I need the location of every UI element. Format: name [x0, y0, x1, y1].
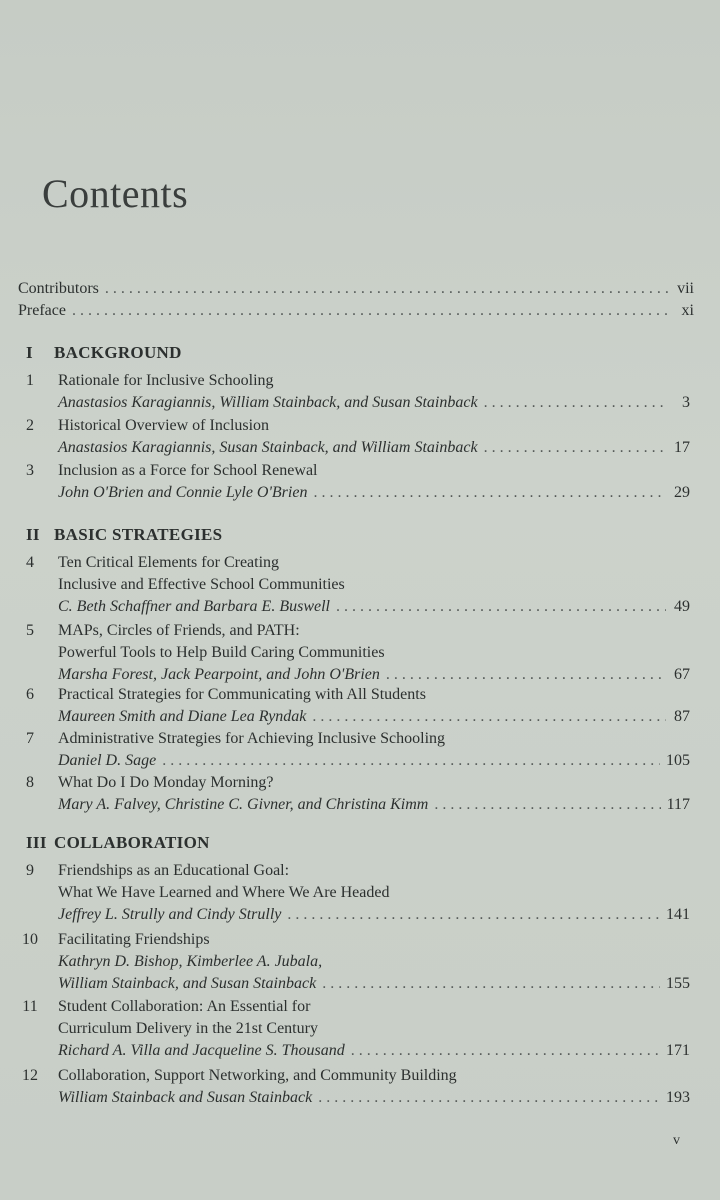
- dot-leader: [318, 1089, 660, 1107]
- chapter-authors-line: [58, 752, 690, 774]
- part-name: BACKGROUND: [54, 343, 182, 362]
- chapter-title-line: Facilitating Friendships: [58, 931, 210, 948]
- chapter-authors: Kathryn D. Bishop, Kimberlee A. Jubala,: [58, 953, 323, 970]
- part-numeral: III: [26, 833, 47, 852]
- chapter-title-line: Administrative Strategies for Achieving Inclusive Schooling: [58, 730, 446, 747]
- chapter-number: 7: [26, 730, 34, 747]
- chapter-number: 3: [26, 462, 34, 479]
- toc-chapter-entry[interactable]: [18, 862, 690, 928]
- part-numeral: II: [26, 525, 40, 544]
- chapter-title-line: Friendships as an Educational Goal:: [58, 862, 290, 879]
- dot-leader: [72, 302, 670, 320]
- page-number: 87: [674, 708, 690, 725]
- toc-chapter-entry[interactable]: [18, 554, 690, 620]
- chapter-authors: Daniel D. Sage: [58, 752, 157, 769]
- part-name: COLLABORATION: [54, 833, 210, 852]
- dot-leader: [313, 484, 666, 502]
- dot-leader: [162, 752, 660, 770]
- dot-leader: [484, 439, 666, 457]
- chapter-title-line: Powerful Tools to Help Build Caring Communities: [58, 644, 385, 661]
- toc-entry-contributors[interactable]: [18, 280, 694, 300]
- chapter-authors-line: [58, 598, 690, 620]
- page-number: 3: [682, 394, 690, 411]
- chapter-title-line: Rationale for Inclusive Schooling: [58, 372, 274, 389]
- dot-leader: [312, 708, 666, 726]
- chapter-authors-line: [58, 439, 690, 461]
- dot-leader: [434, 796, 660, 814]
- chapter-title-line: Collaboration, Support Networking, and Community Building: [58, 1067, 457, 1084]
- chapter-authors-line: [58, 484, 690, 506]
- chapter-number: 10: [22, 931, 38, 948]
- chapter-number: 1: [26, 372, 34, 389]
- chapter-authors-line: [58, 708, 690, 730]
- chapter-authors: C. Beth Schaffner and Barbara E. Buswell: [58, 598, 330, 615]
- page-number: 105: [666, 752, 690, 769]
- dot-leader: [336, 598, 666, 616]
- page-number: 155: [666, 975, 690, 992]
- chapter-title-line: What We Have Learned and Where We Are Headed: [58, 884, 390, 901]
- toc-chapter-entry[interactable]: [18, 622, 690, 688]
- chapter-title-line: Inclusion as a Force for School Renewal: [58, 462, 318, 479]
- chapter-title-line: Historical Overview of Inclusion: [58, 417, 270, 434]
- chapter-title-line: Inclusive and Effective School Communities: [58, 576, 345, 593]
- chapter-authors-line: [58, 394, 690, 416]
- chapter-authors: Mary A. Falvey, Christine C. Givner, and Christina Kimm: [58, 796, 429, 813]
- toc-chapter-entry[interactable]: [18, 1067, 690, 1111]
- chapter-title-line: Student Collaboration: An Essential for: [58, 998, 311, 1015]
- chapter-authors-line: [58, 1089, 690, 1111]
- chapter-number: 6: [26, 686, 34, 703]
- chapter-authors-line: [58, 666, 690, 688]
- toc-entry-preface[interactable]: [18, 302, 694, 322]
- page-folio: v: [673, 1133, 680, 1148]
- dot-leader: [484, 394, 666, 412]
- page-number: 171: [666, 1042, 690, 1059]
- chapter-number: 4: [26, 554, 34, 571]
- chapter-authors: Richard A. Villa and Jacqueline S. Thousand: [58, 1042, 345, 1059]
- chapter-authors: Anastasios Karagiannis, Susan Stainback, and William Stainback: [58, 439, 478, 456]
- page-number: 49: [674, 598, 690, 615]
- chapter-authors-line: [58, 796, 690, 818]
- chapter-authors-line: [58, 953, 690, 975]
- chapter-number: 12: [22, 1067, 38, 1084]
- toc-chapter-entry[interactable]: [18, 730, 690, 774]
- chapter-authors: William Stainback, and Susan Stainback: [58, 975, 317, 992]
- page-number: 141: [666, 906, 690, 923]
- entry-label: Contributors: [18, 280, 99, 297]
- chapter-title-line: Ten Critical Elements for Creating: [58, 554, 280, 571]
- chapter-number: 9: [26, 862, 34, 879]
- chapter-authors: Maureen Smith and Diane Lea Ryndak: [58, 708, 307, 725]
- toc-chapter-entry[interactable]: [18, 774, 690, 818]
- page-number: xi: [681, 302, 694, 319]
- toc-chapter-entry[interactable]: [18, 417, 690, 461]
- chapter-authors: Anastasios Karagiannis, William Stainback, and Susan Stainback: [58, 394, 478, 411]
- chapter-number: 5: [26, 622, 34, 639]
- part-numeral: I: [26, 343, 33, 362]
- page-title: Contents: [42, 171, 189, 216]
- part-heading: [26, 525, 222, 545]
- chapter-authors: William Stainback and Susan Stainback: [58, 1089, 313, 1106]
- page-number: 117: [666, 796, 690, 813]
- dot-leader: [287, 906, 660, 924]
- page-number: vii: [677, 280, 694, 297]
- toc-chapter-entry[interactable]: [18, 931, 690, 997]
- chapter-title-line: Practical Strategies for Communicating with All Students: [58, 686, 426, 703]
- chapter-authors: Jeffrey L. Strully and Cindy Strully: [58, 906, 282, 923]
- chapter-authors: Marsha Forest, Jack Pearpoint, and John O'Brien: [58, 666, 380, 683]
- chapter-authors-line: [58, 906, 690, 928]
- chapter-number: 8: [26, 774, 34, 791]
- page-number: 17: [674, 439, 690, 456]
- chapter-number: 11: [22, 998, 38, 1015]
- part-heading: [26, 833, 210, 853]
- chapter-number: 2: [26, 417, 34, 434]
- chapter-title-line: What Do I Do Monday Morning?: [58, 774, 274, 791]
- chapter-title-line: MAPs, Circles of Friends, and PATH:: [58, 622, 300, 639]
- part-name: BASIC STRATEGIES: [54, 525, 223, 544]
- chapter-authors: John O'Brien and Connie Lyle O'Brien: [58, 484, 308, 501]
- page-number: 67: [674, 666, 690, 683]
- toc-chapter-entry[interactable]: [18, 462, 690, 506]
- toc-chapter-entry[interactable]: [18, 998, 690, 1064]
- dot-leader: [386, 666, 666, 684]
- part-heading: [26, 343, 182, 363]
- chapter-title-line: Curriculum Delivery in the 21st Century: [58, 1020, 318, 1037]
- page-number: 193: [666, 1089, 690, 1106]
- entry-label: Preface: [18, 302, 66, 319]
- dot-leader: [105, 280, 670, 298]
- toc-chapter-entry[interactable]: [18, 372, 690, 416]
- dot-leader: [322, 975, 660, 993]
- page-number: 29: [674, 484, 690, 501]
- dot-leader: [351, 1042, 660, 1060]
- toc-chapter-entry[interactable]: [18, 686, 690, 730]
- chapter-authors-line: [58, 1042, 690, 1064]
- chapter-authors-line: [58, 975, 690, 997]
